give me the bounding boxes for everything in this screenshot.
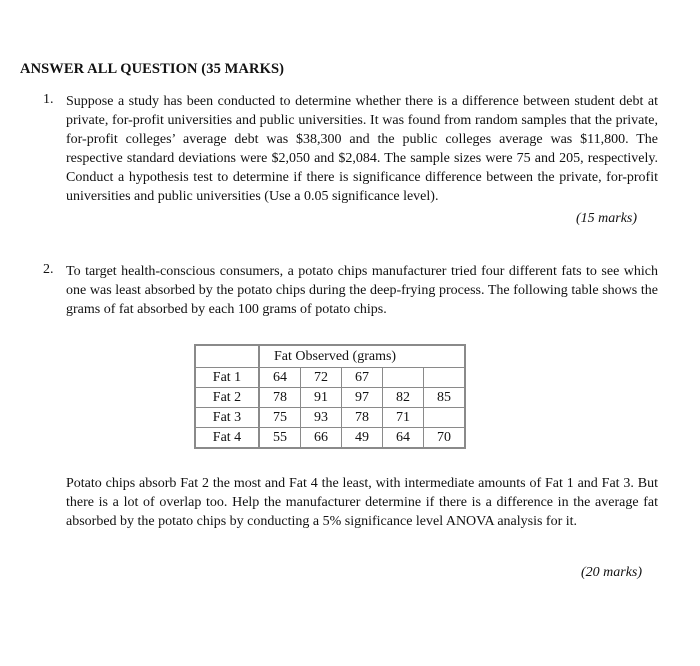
section-heading: ANSWER ALL QUESTION (35 MARKS): [20, 61, 285, 77]
question-2-marks: (20 marks): [581, 565, 643, 580]
table-cell: 75: [259, 408, 301, 428]
table-cell: 85: [424, 388, 466, 408]
table-cell: [383, 368, 424, 388]
table-cell: [424, 408, 466, 428]
table-cell: 91: [301, 388, 342, 408]
table-row: [195, 428, 465, 449]
question-1-text: Suppose a study has been conducted to determine whether there is a difference between student debt at private, for-profit universities and public universities. It was found from random samples that the private, for-profit colleges’ average debt was $38,300 and the public colleges average was $11,800. The respective standard deviations were $2,050 and $2,084. The sample sizes were 75 and 205, respectively. Conduct a hypothesis test to determine if there is significance difference between the private, for-profit universities and public universities (Use a 0.05 significance level).: [66, 94, 658, 204]
question-2-intro: To target health-conscious consumers, a potato chips manufacturer tried four different fats to see which one was least absorbed by the potato chips during the deep-frying process. The following table shows the grams of fat absorbed by each 100 grams of potato chips.: [66, 264, 658, 317]
question-1-marks: (15 marks): [576, 211, 638, 226]
table-cell: 72: [301, 368, 342, 388]
table-row: [195, 388, 465, 408]
row-label: Fat 1: [195, 368, 259, 388]
table-cell: 70: [424, 428, 466, 449]
fat-observed-table: [194, 344, 466, 449]
table-cell: [424, 368, 466, 388]
table-cell: 78: [342, 408, 383, 428]
row-label: Fat 3: [195, 408, 259, 428]
question-1-number: 1.: [43, 92, 54, 107]
table-cell: 64: [383, 428, 424, 449]
table-header: Fat Observed (grams): [259, 345, 465, 368]
table-corner-cell: [195, 345, 259, 368]
table-cell: 66: [301, 428, 342, 449]
table-cell: 67: [342, 368, 383, 388]
table-cell: 78: [259, 388, 301, 408]
question-2-closing: Potato chips absorb Fat 2 the most and Fat 4 the least, with intermediate amounts of Fat 1 and Fat 3. But there is a lot of overlap too. Help the manufacturer determine if there is a difference in the average fat absorbed by the potato chips by conducting a 5% significance level ANOVA analysis for it.: [66, 476, 658, 529]
question-2-number: 2.: [43, 262, 54, 277]
table-cell: 97: [342, 388, 383, 408]
table-cell: 64: [259, 368, 301, 388]
row-label: Fat 2: [195, 388, 259, 408]
table-cell: 82: [383, 388, 424, 408]
table-cell: 49: [342, 428, 383, 449]
table-cell: 71: [383, 408, 424, 428]
row-label: Fat 4: [195, 428, 259, 449]
table-cell: 93: [301, 408, 342, 428]
table-row: [195, 408, 465, 428]
table-cell: 55: [259, 428, 301, 449]
table-row: [195, 368, 465, 388]
